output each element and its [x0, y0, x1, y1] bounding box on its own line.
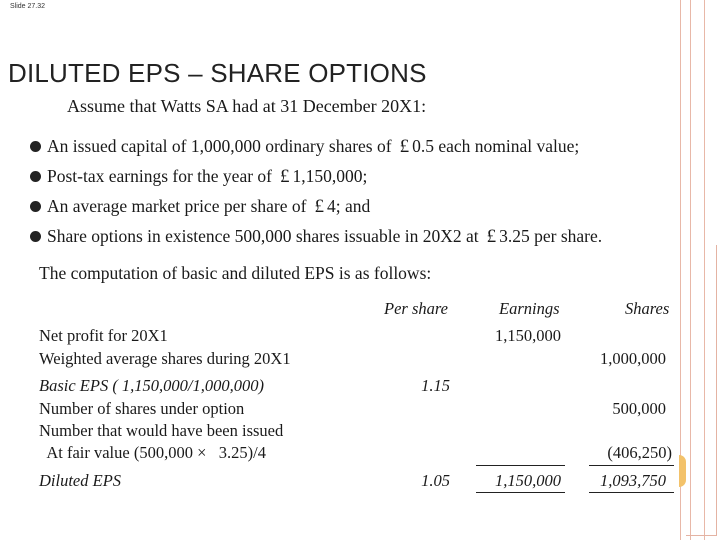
header-shares: Shares: [625, 299, 670, 318]
cell-per-share: 1.15: [421, 376, 450, 395]
row-label: Net profit for 20X1: [39, 326, 168, 345]
bullet-item: An average market price per share of £ 4; and: [30, 196, 602, 226]
cell-earnings: 1,150,000: [495, 326, 561, 345]
shares-double-underline: [589, 492, 674, 493]
row-label: Number that would have been issued: [39, 421, 284, 440]
bullet-dot-icon: [30, 141, 41, 152]
slide-title: DILUTED EPS – SHARE OPTIONS: [8, 58, 427, 88]
bullet-list: [30, 136, 602, 256]
cell-per-share: 1.05: [421, 471, 450, 490]
header-per-share: Per share: [384, 299, 449, 318]
cell-earnings: 1,150,000: [495, 471, 561, 490]
cell-shares: 1,000,000: [600, 349, 666, 368]
row-label: Diluted EPS: [39, 471, 122, 490]
slide-edge-tab: [679, 455, 686, 487]
bullet-dot-icon: [30, 231, 41, 242]
bullet-item: Post-tax earnings for the year of £ 1,150,000;: [30, 166, 602, 196]
slide-number: Slide 27.32: [10, 3, 46, 10]
earnings-underline: [476, 465, 565, 466]
shares-underline: [589, 465, 674, 466]
cell-shares: 1,093,750: [600, 471, 666, 490]
computation-heading: The computation of basic and diluted EPS is as follows:: [39, 263, 432, 283]
row-label: At fair value (500,000 × 3.25)/4: [39, 443, 266, 462]
bullet-item: An issued capital of 1,000,000 ordinary shares of £ 0.5 each nominal value;: [30, 136, 602, 166]
cell-shares: 500,000: [612, 399, 666, 418]
earnings-double-underline: [476, 492, 565, 493]
bullet-item: Share options in existence 500,000 shares issuable in 20X2 at £ 3.25 per share.: [30, 226, 602, 256]
row-label: Weighted average shares during 20X1: [39, 349, 291, 368]
bullet-dot-icon: [30, 171, 41, 182]
row-label: Basic EPS ( 1,150,000/1,000,000): [39, 376, 265, 395]
intro-text: Assume that Watts SA had at 31 December 20X1:: [67, 96, 427, 116]
header-earnings: Earnings: [499, 299, 560, 318]
decor-frame-bottom: [686, 245, 717, 536]
row-label: Number of shares under option: [39, 399, 245, 418]
cell-shares: (406,250): [607, 443, 672, 462]
bullet-dot-icon: [30, 201, 41, 212]
